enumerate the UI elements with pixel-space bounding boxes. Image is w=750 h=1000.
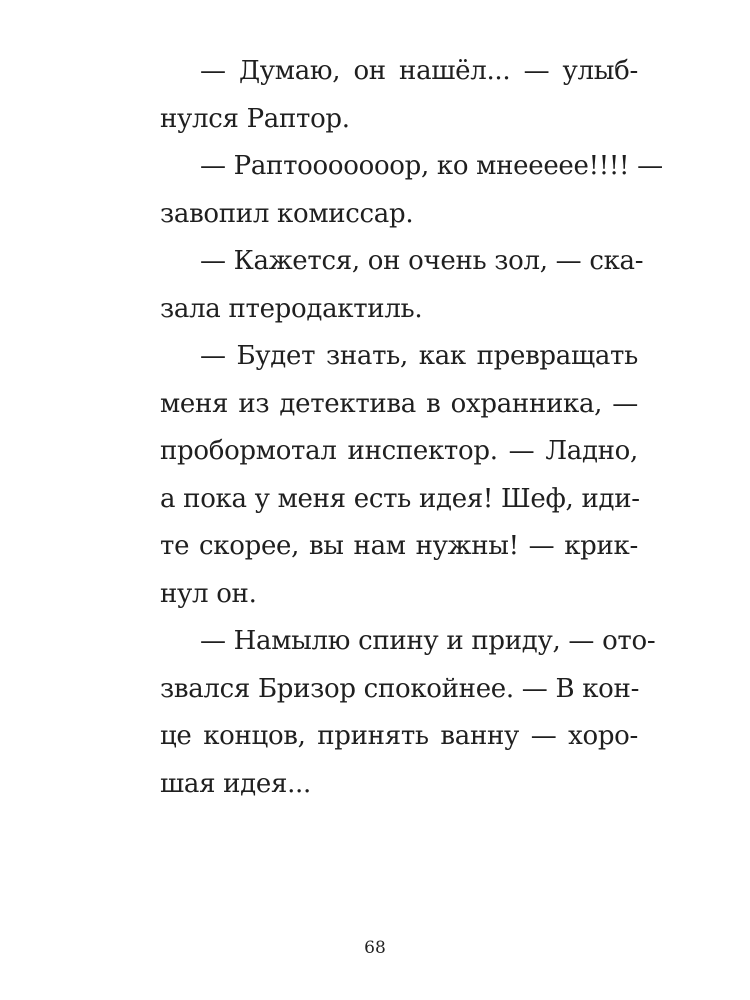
text-line: завопил комиссар. bbox=[160, 198, 414, 229]
text-line: зала птеродактиль. bbox=[160, 293, 423, 324]
text-line: — Думаю, он нашёл... — улыб- bbox=[200, 56, 638, 86]
text-line: — Будет знать, как превращать bbox=[200, 341, 638, 371]
page-number: 68 bbox=[364, 938, 386, 958]
text-line: — Намылю спину и приду, — ото- bbox=[200, 626, 656, 656]
text-line: меня из детектива в охранника, — bbox=[160, 388, 638, 419]
text-line: це концов, принять ванну — хоро- bbox=[160, 721, 638, 751]
text-line: те скорее, вы нам нужны! — крик- bbox=[160, 531, 638, 561]
text-line: пробормотал инспектор. — Ладно, bbox=[160, 436, 638, 466]
text-line: нулся Раптор. bbox=[160, 103, 350, 134]
text-line: звался Бризор спокойнее. — В кон- bbox=[160, 673, 640, 704]
text-line: нул он. bbox=[160, 578, 257, 609]
text-block bbox=[160, 48, 663, 808]
text-line: — Раптооооооор, ко мнеееее!!!! — bbox=[200, 151, 663, 181]
text-line: шая идея... bbox=[160, 768, 311, 799]
text-line: а пока у меня есть идея! Шеф, иди- bbox=[160, 483, 640, 514]
text-line: — Кажется, он очень зол, — ска- bbox=[200, 246, 644, 276]
